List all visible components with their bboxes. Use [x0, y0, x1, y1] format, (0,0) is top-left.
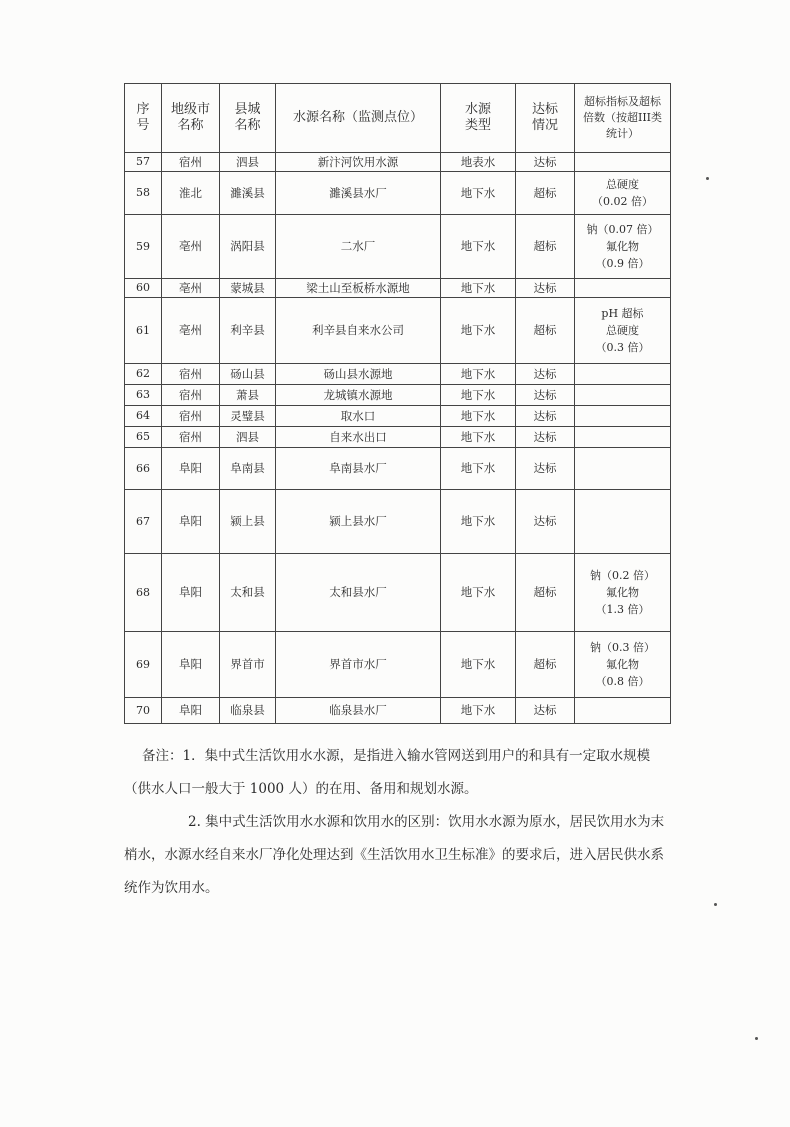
cell-county: 萧县: [220, 385, 276, 406]
table-row: [125, 490, 671, 554]
cell-source: 界首市水厂: [276, 632, 441, 698]
cell-no: 69: [125, 632, 162, 698]
cell-type: 地下水: [441, 385, 516, 406]
exceed-line: （0.02 倍）: [592, 195, 653, 208]
cell-status: 达标: [516, 427, 575, 448]
exceed-line: pH 超标: [601, 306, 644, 320]
header-county: 县城名称: [220, 84, 276, 153]
cell-no: 57: [125, 153, 162, 172]
cell-no: 61: [125, 298, 162, 364]
header-type: 水源类型: [441, 84, 516, 153]
cell-status: 达标: [516, 279, 575, 298]
cell-type: 地下水: [441, 364, 516, 385]
cell-type: 地下水: [441, 427, 516, 448]
exceed-line: 钠（0.2 倍）: [590, 568, 655, 582]
cell-status: 超标: [516, 298, 575, 364]
cell-no: 64: [125, 406, 162, 427]
table-row: [125, 298, 671, 364]
cell-status: 超标: [516, 632, 575, 698]
table-header-row: [125, 84, 671, 153]
table-row: [125, 448, 671, 490]
cell-exceed: [575, 153, 671, 172]
table-row: [125, 172, 671, 215]
cell-source: 阜南县水厂: [276, 448, 441, 490]
cell-type: 地下水: [441, 632, 516, 698]
cell-exceed: [575, 490, 671, 554]
cell-type: 地下水: [441, 698, 516, 724]
cell-status: 超标: [516, 172, 575, 215]
cell-no: 60: [125, 279, 162, 298]
cell-city: 亳州: [162, 279, 220, 298]
table-row: [125, 153, 671, 172]
cell-city: 阜阳: [162, 698, 220, 724]
exceed-line: 总硬度: [606, 323, 639, 337]
cell-exceed: [575, 448, 671, 490]
cell-exceed: [575, 554, 671, 632]
cell-exceed: [575, 427, 671, 448]
header-exceed: 超标指标及超标倍数（按超III类统计）: [575, 84, 671, 153]
cell-no: 70: [125, 698, 162, 724]
cell-source: 太和县水厂: [276, 554, 441, 632]
table-row: [125, 554, 671, 632]
cell-no: 67: [125, 490, 162, 554]
cell-county: 泗县: [220, 427, 276, 448]
cell-source: 颍上县水厂: [276, 490, 441, 554]
note-2: 2. 集中式生活饮用水水源和饮用水的区别：饮用水水源为原水，居民饮用水为末梢水，水源水经自来水厂净化处理达到《生活饮用水卫生标准》的要求后，进入居民供水系统作为饮用水。: [124, 814, 665, 896]
cell-type: 地下水: [441, 406, 516, 427]
cell-type: 地下水: [441, 490, 516, 554]
cell-no: 66: [125, 448, 162, 490]
cell-no: 65: [125, 427, 162, 448]
cell-type: 地下水: [441, 554, 516, 632]
table-row: [125, 364, 671, 385]
table-row: [125, 632, 671, 698]
cell-city: 亳州: [162, 215, 220, 279]
cell-city: 宿州: [162, 364, 220, 385]
cell-type: 地表水: [441, 153, 516, 172]
cell-type: 地下水: [441, 215, 516, 279]
cell-county: 颍上县: [220, 490, 276, 554]
exceed-line: 氟化物: [606, 585, 639, 599]
cell-status: 达标: [516, 406, 575, 427]
cell-type: 地下水: [441, 298, 516, 364]
note-1: 备注：1．集中式生活饮用水水源，是指进入输水管网送到用户的和具有一定取水规模（供水人口一般大于 1000 人）的在用、备用和规划水源。: [124, 748, 651, 797]
table-row: [125, 215, 671, 279]
header-source: 水源名称（监测点位）: [276, 84, 441, 153]
cell-city: 阜阳: [162, 554, 220, 632]
cell-county: 灵璧县: [220, 406, 276, 427]
exceed-line: 总硬度: [606, 177, 639, 191]
header-city: 地级市名称: [162, 84, 220, 153]
header-status: 达标情况: [516, 84, 575, 153]
cell-status: 超标: [516, 554, 575, 632]
cell-exceed: [575, 298, 671, 364]
table-body: [125, 153, 671, 724]
table-row: [125, 406, 671, 427]
cell-status: 达标: [516, 448, 575, 490]
scan-speck: [714, 903, 717, 906]
cell-exceed: [575, 406, 671, 427]
cell-source: 梁土山至板桥水源地: [276, 279, 441, 298]
cell-status: 超标: [516, 215, 575, 279]
cell-city: 阜阳: [162, 632, 220, 698]
cell-city: 宿州: [162, 153, 220, 172]
cell-county: 濉溪县: [220, 172, 276, 215]
cell-county: 蒙城县: [220, 279, 276, 298]
exceed-line: （0.9 倍）: [595, 257, 650, 271]
cell-status: 达标: [516, 385, 575, 406]
cell-exceed: [575, 632, 671, 698]
cell-status: 达标: [516, 153, 575, 172]
cell-city: 宿州: [162, 427, 220, 448]
cell-no: 63: [125, 385, 162, 406]
cell-county: 阜南县: [220, 448, 276, 490]
cell-exceed: [575, 215, 671, 279]
exceed-line: （1.3 倍）: [595, 603, 650, 617]
cell-status: 达标: [516, 698, 575, 724]
cell-county: 砀山县: [220, 364, 276, 385]
cell-city: 阜阳: [162, 490, 220, 554]
cell-exceed: [575, 279, 671, 298]
cell-type: 地下水: [441, 448, 516, 490]
exceed-line: （0.3 倍）: [595, 341, 650, 355]
cell-no: 58: [125, 172, 162, 215]
cell-source: 砀山县水源地: [276, 364, 441, 385]
scan-speck: [755, 1037, 758, 1040]
cell-source: 自来水出口: [276, 427, 441, 448]
cell-source: 取水口: [276, 406, 441, 427]
cell-status: 达标: [516, 364, 575, 385]
cell-source: 龙城镇水源地: [276, 385, 441, 406]
table-row: [125, 427, 671, 448]
table-row: [125, 279, 671, 298]
exceed-line: （0.8 倍）: [595, 675, 650, 689]
exceed-line: 钠（0.3 倍）: [590, 640, 655, 654]
cell-source: 利辛县自来水公司: [276, 298, 441, 364]
cell-exceed: [575, 172, 671, 215]
cell-source: 二水厂: [276, 215, 441, 279]
cell-exceed: [575, 364, 671, 385]
cell-source: 濉溪县水厂: [276, 172, 441, 215]
cell-city: 阜阳: [162, 448, 220, 490]
cell-source: 临泉县水厂: [276, 698, 441, 724]
exceed-line: 钠（0.07 倍）: [586, 222, 659, 236]
cell-source: 新汴河饮用水源: [276, 153, 441, 172]
exceed-line: 氟化物: [606, 657, 639, 671]
cell-no: 68: [125, 554, 162, 632]
cell-county: 涡阳县: [220, 215, 276, 279]
table-row: [125, 698, 671, 724]
table-row: [125, 385, 671, 406]
cell-exceed: [575, 385, 671, 406]
cell-county: 临泉县: [220, 698, 276, 724]
cell-county: 泗县: [220, 153, 276, 172]
notes: [124, 740, 672, 905]
exceed-line: 氟化物: [606, 239, 639, 253]
cell-exceed: [575, 698, 671, 724]
cell-city: 宿州: [162, 385, 220, 406]
cell-city: 宿州: [162, 406, 220, 427]
scan-speck: [706, 177, 709, 180]
cell-county: 太和县: [220, 554, 276, 632]
header-no: 序号: [125, 84, 162, 153]
cell-county: 利辛县: [220, 298, 276, 364]
water-source-table: [124, 83, 671, 724]
cell-city: 亳州: [162, 298, 220, 364]
cell-no: 62: [125, 364, 162, 385]
cell-city: 淮北: [162, 172, 220, 215]
cell-status: 达标: [516, 490, 575, 554]
cell-no: 59: [125, 215, 162, 279]
cell-type: 地下水: [441, 279, 516, 298]
cell-type: 地下水: [441, 172, 516, 215]
cell-county: 界首市: [220, 632, 276, 698]
